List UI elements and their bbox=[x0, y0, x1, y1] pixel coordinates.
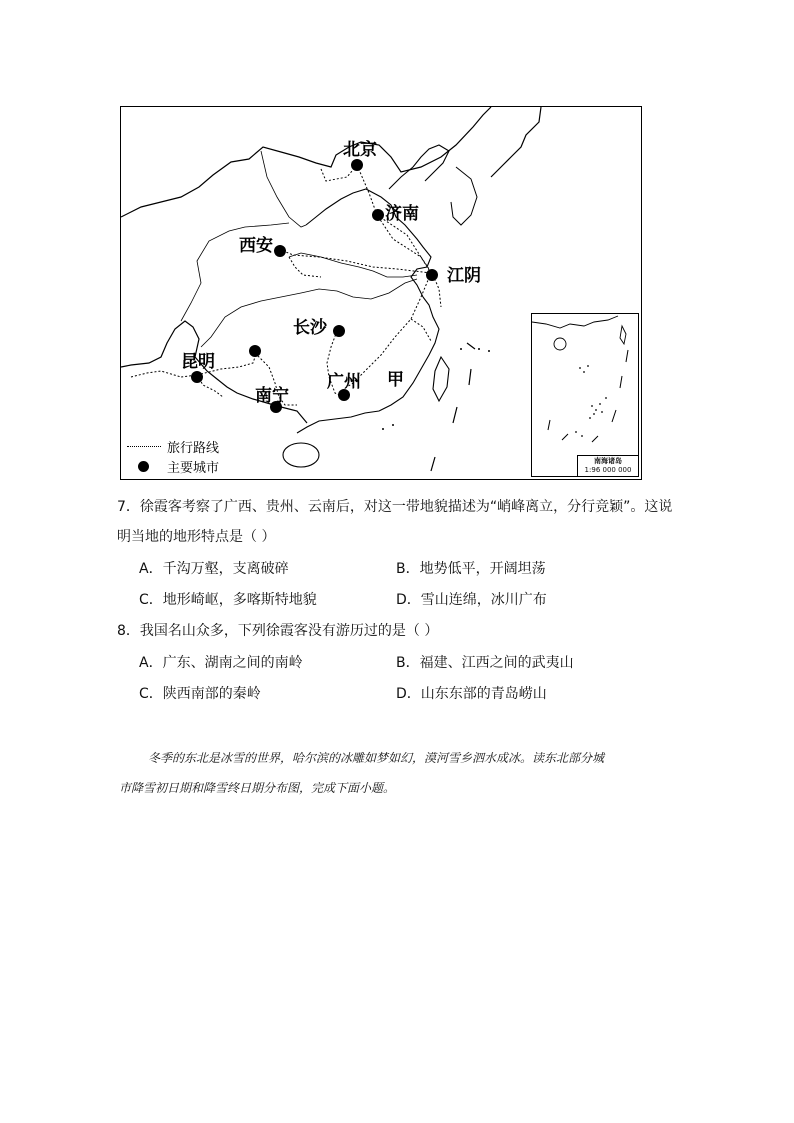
question-7-option-a: A．千沟万壑，支离破碎 bbox=[139, 561, 289, 577]
inset-title: 南海诸岛 bbox=[594, 457, 622, 465]
hainan-island bbox=[283, 443, 319, 467]
city-dot-xian bbox=[274, 245, 286, 257]
legend-city bbox=[127, 457, 219, 476]
city-dot-beijing bbox=[351, 159, 363, 171]
inset-taiwan bbox=[620, 326, 626, 344]
korea-coastline bbox=[451, 167, 477, 225]
city-dot-jiangyin bbox=[426, 269, 438, 281]
inset-dash-lines bbox=[548, 350, 628, 442]
city-label-kunming: 昆明 bbox=[181, 352, 215, 372]
inset-islands bbox=[575, 365, 607, 437]
city-label-jinan: 济南 bbox=[385, 204, 419, 224]
city-dot-guizhou bbox=[249, 345, 261, 357]
question-7-option-d: D．雪山连绵，冰川广布 bbox=[396, 592, 547, 608]
inset-map-svg bbox=[532, 314, 640, 478]
yangtze-basin-outline bbox=[289, 253, 417, 277]
question-8-option-a: A．广东、湖南之间的南岭 bbox=[139, 655, 303, 671]
south-china-sea-inset bbox=[531, 313, 639, 477]
inset-caption bbox=[577, 455, 638, 476]
city-label-guangzhou: 广州 bbox=[327, 372, 361, 392]
city-label-changsha: 长沙 bbox=[293, 318, 327, 338]
question-7-stem-line1: 7．徐霞客考察了广西、贵州、云南后，对这一带地貌描述为“峭峰离立，分行竞颖”。这说 bbox=[117, 499, 673, 515]
inset-coastline bbox=[532, 316, 618, 328]
question-8-stem: 8．我国名山众多，下列徐霞客没有游历过的是（ ） bbox=[117, 623, 439, 639]
inset-scale: 1:96 000 000 bbox=[584, 466, 632, 474]
china-border-outline bbox=[121, 107, 491, 217]
travel-route-map bbox=[120, 106, 642, 480]
passage-line2: 市降雪初日期和降雪终日期分布图，完成下面小题。 bbox=[119, 781, 396, 795]
legend-route-label: 旅行路线 bbox=[167, 441, 220, 456]
legend-city-label: 主要城市 bbox=[167, 461, 220, 476]
question-8-option-c: C．陕西南部的秦岭 bbox=[139, 686, 261, 702]
route-line-symbol bbox=[127, 446, 161, 447]
question-7-option-b: B．地势低平，开阔坦荡 bbox=[396, 561, 546, 577]
city-label-nanning: 南宁 bbox=[255, 386, 289, 406]
city-dot-symbol bbox=[138, 461, 149, 472]
question-7-option-c: C．地形崎岖，多喀斯特地貌 bbox=[139, 592, 317, 608]
sea-dash-lines bbox=[431, 343, 475, 471]
map-label-jia: 甲 bbox=[387, 370, 404, 390]
passage-line1: 冬季的东北是冰雪的世界，哈尔滨的冰雕如梦如幻，漠河雪乡泗水成冰。读东北部分城 bbox=[148, 751, 605, 765]
taiwan-island bbox=[433, 357, 449, 401]
city-label-beijing: 北京 bbox=[343, 140, 377, 160]
question-8-option-b: B．福建、江西之间的武夷山 bbox=[396, 655, 574, 671]
inset-hainan bbox=[554, 338, 566, 350]
city-dot-jinan bbox=[372, 209, 384, 221]
city-label-jiangyin: 江阴 bbox=[447, 266, 481, 286]
city-dot-kunming bbox=[191, 371, 203, 383]
city-dot-changsha bbox=[333, 325, 345, 337]
city-label-xian: 西安 bbox=[239, 236, 273, 256]
question-7-stem-line2: 明当地的地形特点是（ ） bbox=[117, 529, 276, 545]
question-8-option-d: D．山东东部的青岛崂山 bbox=[396, 686, 547, 702]
north-border-segment bbox=[491, 107, 541, 177]
legend-route bbox=[127, 437, 219, 456]
